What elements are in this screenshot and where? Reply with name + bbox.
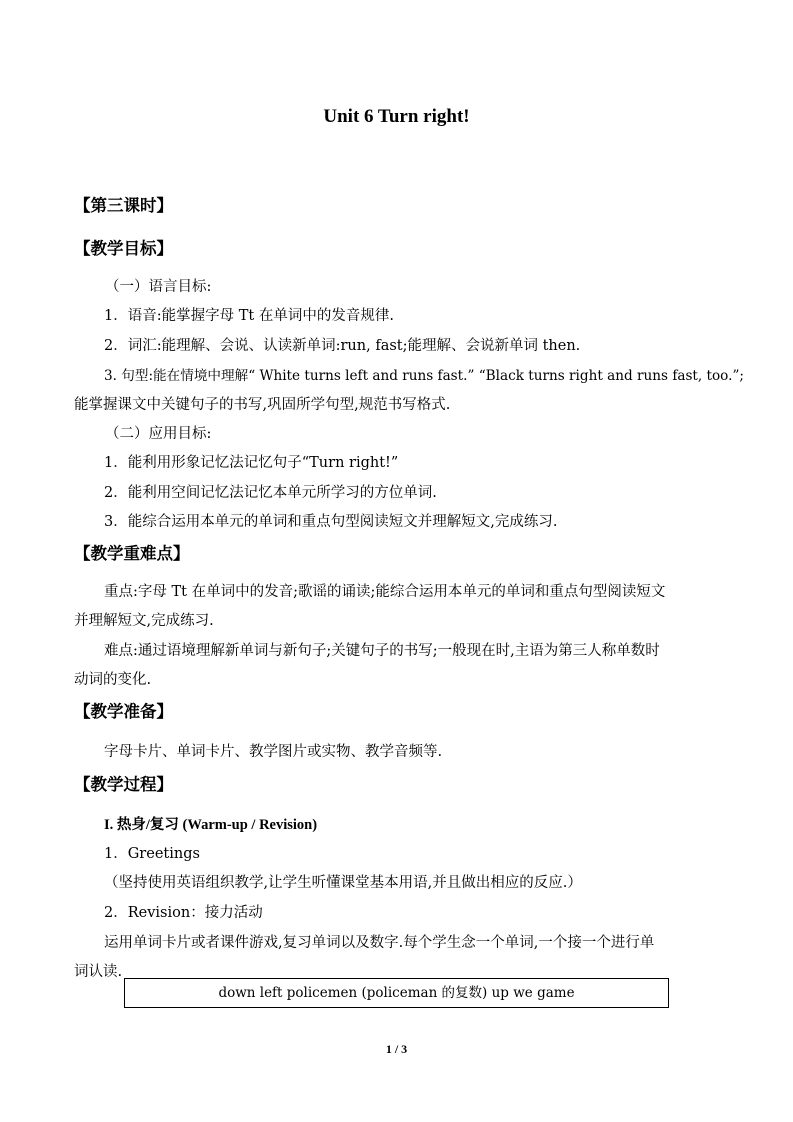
objective-line: 3. 句型:能在情境中理解“ White turns left and runs fast.” “Black turns right and runs fast, too.”;: [104, 368, 744, 384]
objective-line: 1．能利用形象记忆法记忆句子“Turn right!”: [104, 455, 399, 471]
objective-line: 2．能利用空间记忆法记忆本单元所学习的方位单词.: [104, 485, 437, 501]
preparation-heading: 【教学准备】: [74, 702, 173, 721]
process-text: 词认读.: [74, 964, 123, 980]
process-text: 运用单词卡片或者课件游戏,复习单词以及数字.每个学生念一个单词,一个接一个进行单: [104, 935, 655, 951]
objective-line: 能掌握课文中关键句子的书写,巩固所学句型,规范书写格式.: [74, 397, 451, 413]
process-note: （坚持使用英语组织教学,让学生听懂课堂基本用语,并且做出相应的反应.）: [104, 875, 582, 891]
page-number: 1 / 3: [385, 1042, 408, 1056]
objectives-heading: 【教学目标】: [74, 239, 173, 258]
preparation-text: 字母卡片、单词卡片、教学图片或实物、教学音频等.: [104, 744, 443, 760]
document-title: Unit 6 Turn right!: [323, 106, 470, 127]
key-points-heading: 【教学重难点】: [74, 544, 190, 563]
objective-line: 3．能综合运用本单元的单词和重点句型阅读短文并理解短文,完成练习.: [104, 514, 558, 530]
process-step: 2．Revision：接力活动: [104, 905, 263, 921]
key-point-line: 并理解短文,完成练习.: [74, 613, 214, 629]
difficulty-line: 动词的变化.: [74, 672, 152, 688]
process-step: 1．Greetings: [104, 846, 200, 862]
language-objectives-title: （一）语言目标:: [105, 279, 212, 295]
word-list-box: down left policemen (policeman 的复数) up we game: [124, 978, 669, 1008]
objective-line: 2．词汇:能理解、会说、认读新单词:run, fast;能理解、会说新单词 then.: [104, 338, 581, 354]
key-point-line: 重点:字母 Tt 在单词中的发音;歌谣的诵读;能综合运用本单元的单词和重点句型阅读短文: [104, 584, 666, 600]
lesson-heading: 【第三课时】: [74, 196, 173, 215]
section-warmup-heading: I. 热身/复习 (Warm-up / Revision): [104, 817, 318, 833]
application-objectives-title: （二）应用目标:: [105, 426, 212, 442]
objective-line: 1．语音:能掌握字母 Tt 在单词中的发音规律.: [104, 308, 394, 324]
process-heading: 【教学过程】: [74, 775, 173, 794]
difficulty-line: 难点:通过语境理解新单词与新句子;关键句子的书写;一般现在时,主语为第三人称单数时: [104, 643, 660, 659]
